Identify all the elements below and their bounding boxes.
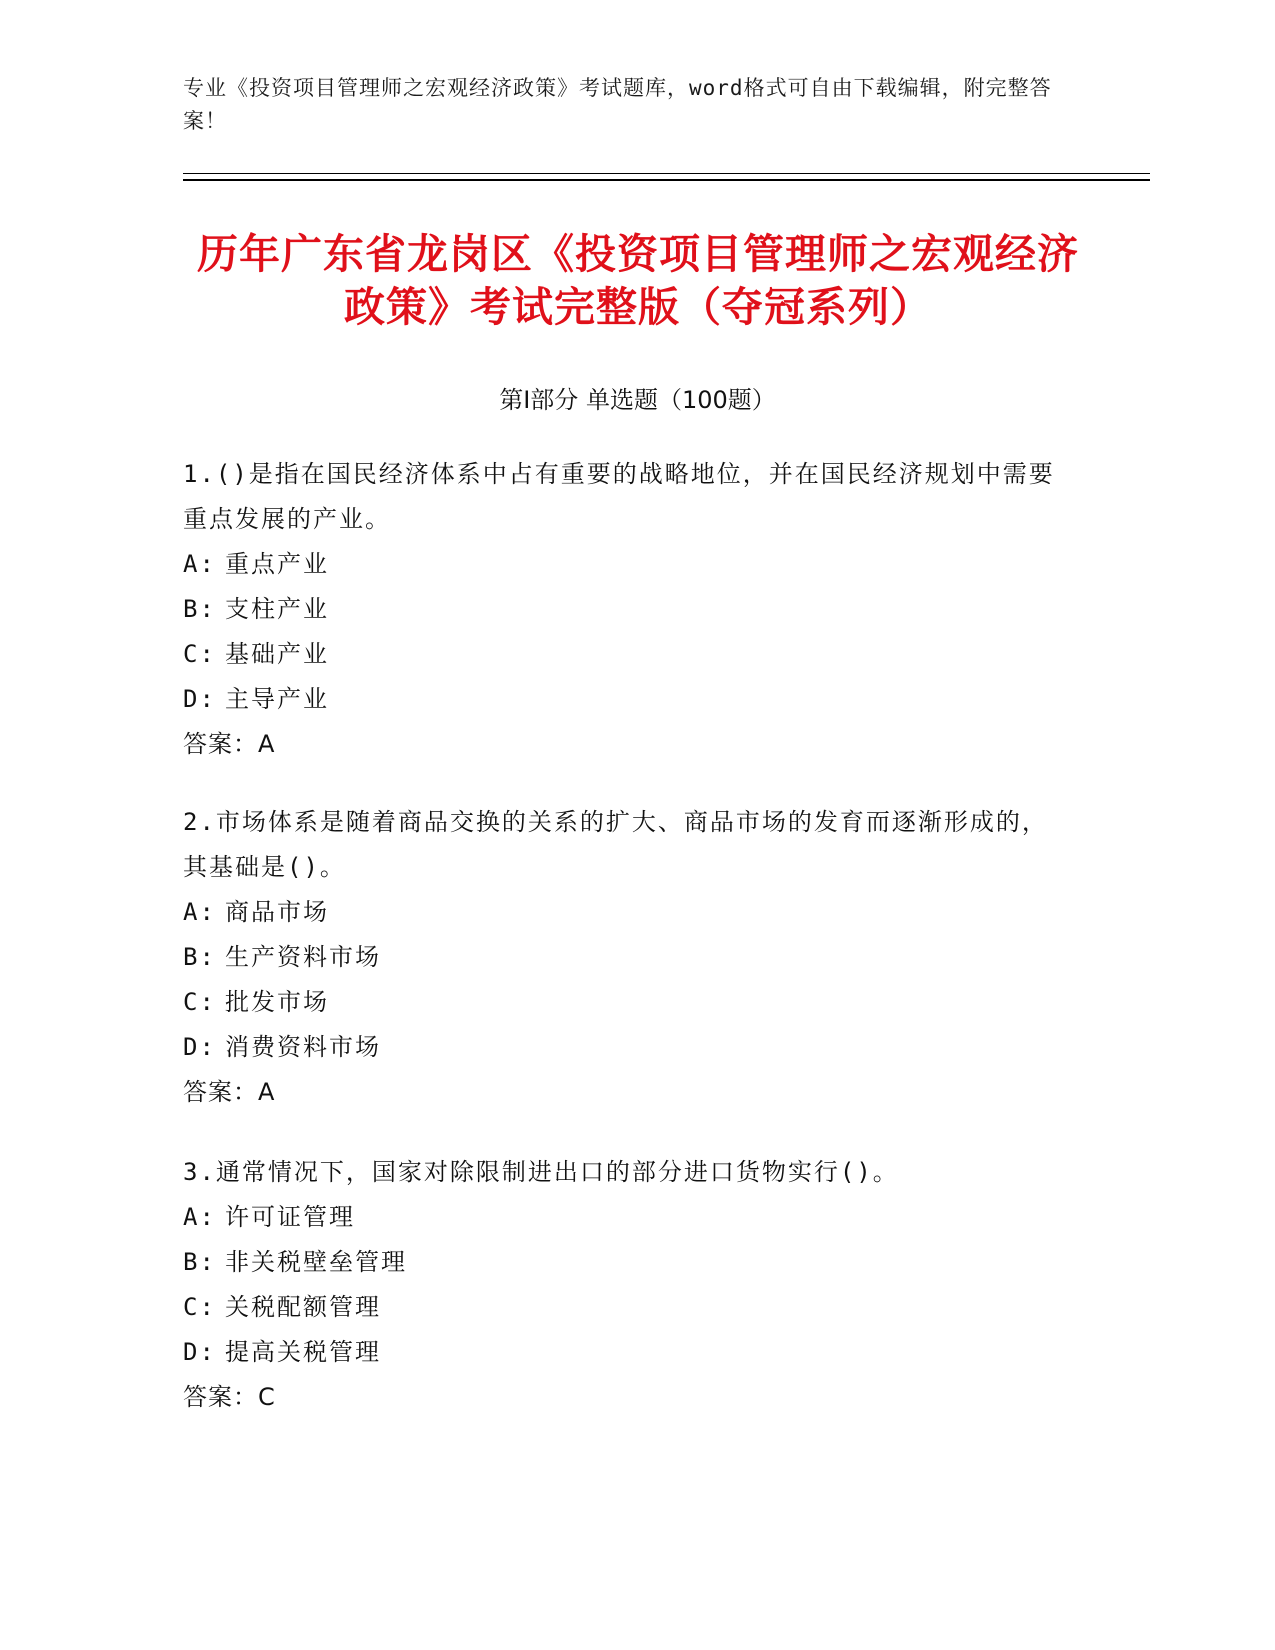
option-text: 主导产业 (225, 685, 329, 713)
option-text: 提高关税管理 (225, 1338, 381, 1366)
option-a (183, 1195, 1063, 1240)
option-letter: B: (183, 595, 216, 623)
option-letter: A: (183, 1203, 216, 1231)
option-d (183, 677, 1063, 722)
option-text: 基础产业 (225, 640, 329, 668)
option-text: 支柱产业 (225, 595, 329, 623)
question-stem: 2.市场体系是随着商品交换的关系的扩大、商品市场的发育而逐渐形成的，其基础是()。 (183, 808, 1048, 881)
question-stem: 3.通常情况下，国家对除限制进出口的部分进口货物实行()。 (183, 1158, 899, 1186)
option-text: 生产资料市场 (225, 943, 381, 971)
option-letter: A: (183, 898, 216, 926)
option-b (183, 935, 1063, 980)
option-text: 批发市场 (225, 988, 329, 1016)
option-letter: D: (183, 685, 216, 713)
option-b (183, 1240, 1063, 1285)
option-text: 消费资料市场 (225, 1033, 381, 1061)
question-stem: 1.()是指在国民经济体系中占有重要的战略地位，并在国民经济规划中需要重点发展的产业。 (183, 460, 1055, 533)
option-c (183, 632, 1063, 677)
answer-line: 答案：A (183, 730, 276, 758)
header-divider-thin (183, 173, 1150, 174)
option-text: 许可证管理 (225, 1203, 355, 1231)
option-text: 重点产业 (225, 550, 329, 578)
question-2 (183, 800, 1063, 1115)
option-text: 商品市场 (225, 898, 329, 926)
option-b (183, 587, 1063, 632)
option-text: 非关税壁垒管理 (225, 1248, 407, 1276)
option-letter: C: (183, 988, 216, 1016)
document-title: 历年广东省龙岗区《投资项目管理师之宏观经济政策》考试完整版（夺冠系列） (197, 230, 1079, 331)
option-a (183, 890, 1063, 935)
option-d (183, 1330, 1063, 1375)
option-letter: B: (183, 1248, 216, 1276)
option-letter: D: (183, 1338, 216, 1366)
option-letter: C: (183, 1293, 216, 1321)
option-d (183, 1025, 1063, 1070)
question-3 (183, 1150, 1063, 1420)
section-title: 第Ⅰ部分 单选题（100题） (499, 386, 776, 414)
option-letter: A: (183, 550, 216, 578)
option-letter: C: (183, 640, 216, 668)
option-a (183, 542, 1063, 587)
answer-line: 答案：C (183, 1383, 276, 1411)
question-1 (183, 452, 1063, 767)
option-letter: B: (183, 943, 216, 971)
option-letter: D: (183, 1033, 216, 1061)
option-text: 关税配额管理 (225, 1293, 381, 1321)
option-c (183, 1285, 1063, 1330)
header-note: 专业《投资项目管理师之宏观经济政策》考试题库，word格式可自由下载编辑，附完整答案！ (183, 76, 1052, 133)
option-c (183, 980, 1063, 1025)
answer-line: 答案：A (183, 1078, 276, 1106)
header-divider-thick (183, 179, 1150, 181)
